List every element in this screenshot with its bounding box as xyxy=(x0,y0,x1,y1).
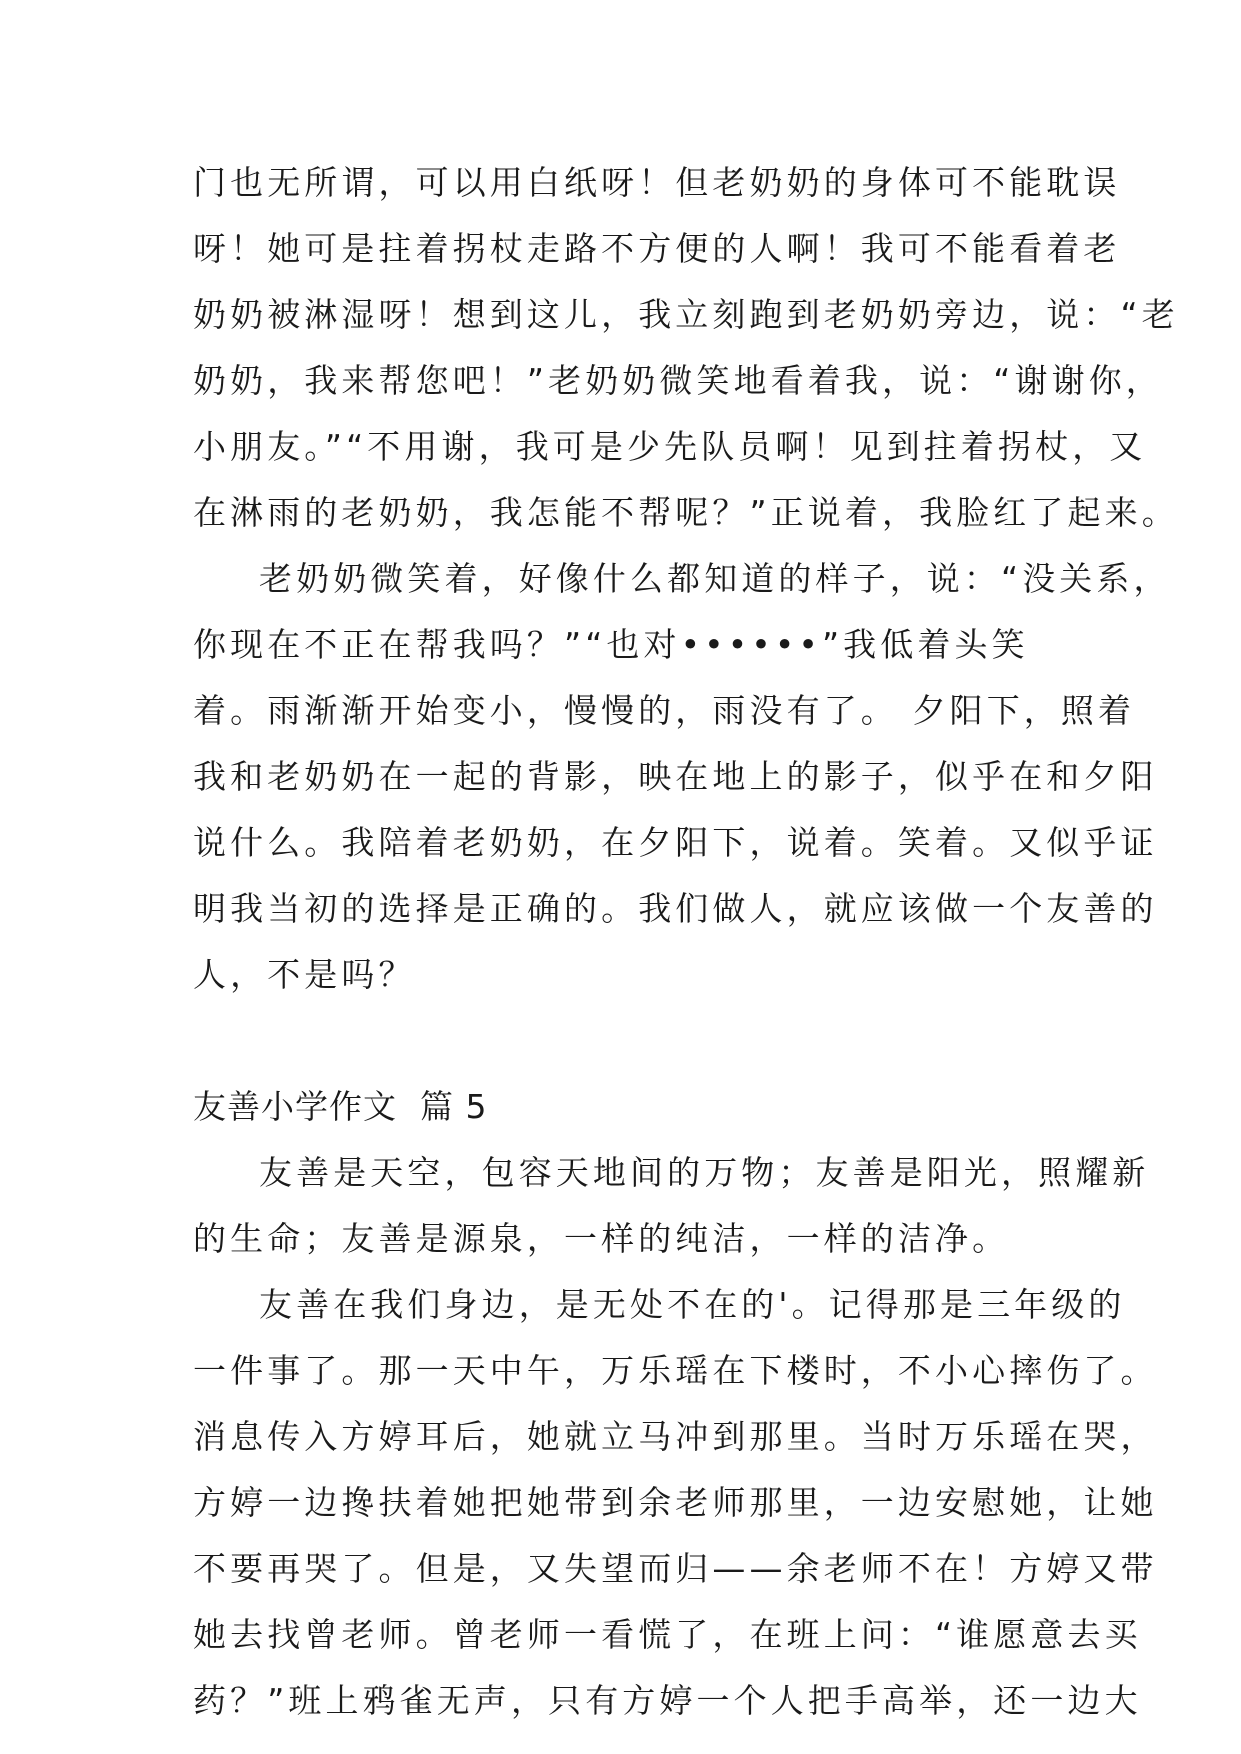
text-line: 老奶奶微笑着，好像什么都知道的样子，说：“没关系， xyxy=(259,559,1171,598)
text-line: 在淋雨的老奶奶，我怎能不帮呢？”正说着，我脸红了起来。 xyxy=(193,493,1179,532)
text-line: 我和老奶奶在一起的背影，映在地上的影子，似乎在和夕阳 xyxy=(193,757,1158,796)
text-line: 她去找曾老师。曾老师一看慌了，在班上问：“谁愿意去买 xyxy=(193,1615,1142,1654)
text-line: 友善是天空，包容天地间的万物；友善是阳光，照耀新 xyxy=(259,1153,1150,1192)
text-line: 一件事了。那一天中午，万乐瑶在下楼时，不小心摔伤了。 xyxy=(193,1351,1158,1390)
text-line: 方婷一边搀扶着她把她带到余老师那里，一边安慰她，让她 xyxy=(193,1483,1158,1522)
paragraph xyxy=(193,546,1171,1008)
text-line: 说什么。我陪着老奶奶，在夕阳下，说着。笑着。又似乎证 xyxy=(193,823,1158,862)
text-line: 友善在我们身边，是无处不在的'。记得那是三年级的 xyxy=(259,1285,1126,1324)
text-line: 人，不是吗？ xyxy=(193,955,416,994)
text-line: 小朋友。”“不用谢，我可是少先队员啊！见到拄着拐杖，又 xyxy=(193,427,1147,466)
paragraph xyxy=(193,1272,1158,1734)
section-heading: 友善小学作文 篇 5 xyxy=(193,1087,488,1126)
text-line: 奶奶被淋湿呀！想到这儿，我立刻跑到老奶奶旁边，说：“老 xyxy=(193,295,1179,334)
text-line: 呀！她可是拄着拐杖走路不方便的人啊！我可不能看着老 xyxy=(193,229,1121,268)
section-gap xyxy=(193,1008,1053,1074)
text-line: 的生命；友善是源泉，一样的纯洁，一样的洁净。 xyxy=(193,1219,1010,1258)
text-line: 着。雨渐渐开始变小，慢慢的，雨没有了。 夕阳下，照着 xyxy=(193,691,1136,730)
text-line: 药？”班上鸦雀无声，只有方婷一个人把手高举，还一边大 xyxy=(193,1681,1142,1720)
text-line: 奶奶，我来帮您吧！”老奶奶微笑地看着我，说：“谢谢你， xyxy=(193,361,1163,400)
document-body xyxy=(193,150,1179,1734)
text-line: 你现在不正在帮我吗？”“也对••••••”我低着头笑 xyxy=(193,625,1029,664)
text-line: 不要再哭了。但是，又失望而归——余老师不在！方婷又带 xyxy=(193,1549,1158,1588)
paragraph xyxy=(193,1140,1150,1272)
text-line: 明我当初的选择是正确的。我们做人，就应该做一个友善的 xyxy=(193,889,1158,928)
text-line: 消息传入方婷耳后，她就立马冲到那里。当时万乐瑶在哭， xyxy=(193,1417,1158,1456)
text-line: 门也无所谓，可以用白纸呀！但老奶奶的身体可不能耽误 xyxy=(193,163,1121,202)
paragraph-continuation xyxy=(193,150,1179,546)
